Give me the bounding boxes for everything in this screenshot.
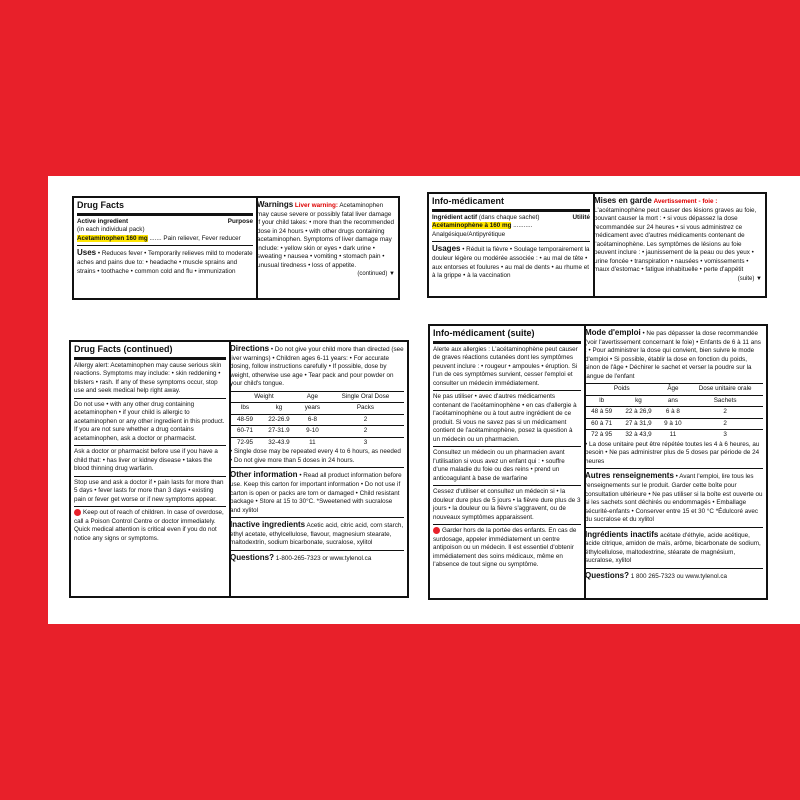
table-cell: 2 <box>327 426 404 438</box>
drug-facts-right-column <box>254 198 398 298</box>
table-unit: lb <box>585 395 618 407</box>
liver-warning-label: Liver warning: <box>294 202 338 209</box>
dosing-table <box>230 391 404 449</box>
table-cell: 9 à 10 <box>659 418 688 430</box>
table-cell: 72-95 <box>230 437 260 448</box>
purpose-label: Utilité <box>572 213 590 221</box>
drug-facts-continued-panel-en <box>69 340 409 598</box>
table-cell: 3 <box>687 430 763 441</box>
table-cell: 11 <box>298 437 327 448</box>
stop-dot-icon <box>74 509 81 516</box>
questions-heading: Questions? <box>230 552 275 562</box>
uses-text: • Réduit la fièvre • Soulage temporairement la douleur légère ou modérée associée : • au mal de tête • aux entorses et foulures • au mal de dents • au rhume et à la grippe • à la vaccination <box>432 246 590 280</box>
active-ingredient-name: Acetaminophen 160 mg <box>77 234 148 242</box>
table-cell: 48-59 <box>230 414 260 426</box>
dosing-table <box>585 383 763 441</box>
table-header-age: Âge <box>659 384 688 396</box>
table-unit: ans <box>659 395 688 407</box>
liver-warning-label: Avertissement - foie : <box>653 198 718 205</box>
table-unit: kg <box>260 403 298 415</box>
drug-facts-panel-en <box>72 196 400 300</box>
allergy-alert: Alerte aux allergies : L'acétaminophène peut causer de graves réactions cutanées dont les symptômes peuvent inclure : • rougeur • ampoules • éruption. Si l'un de ces symptômes survient, cesser l'emploi et consulter un médecin immédiatement. <box>433 345 578 387</box>
table-header-weight: Weight <box>230 391 298 403</box>
panel-title: Drug Facts (continued) <box>74 344 226 360</box>
active-ingredient-label: Active ingredient <box>77 217 129 225</box>
directions-heading: Mode d'emploi <box>585 328 641 337</box>
questions-heading: Questions? <box>585 570 630 580</box>
ask-doctor: Ask a doctor or pharmacist before use if you have a child that: • has liver or kidney disease • takes the blood thinning drug warfarin. <box>74 445 226 474</box>
uses-text: • Reduces fever • Temporarily relieves mild to moderate aches and pains due to: • headache • muscle sprains and strains • toothache • common cold and flu • immunization <box>77 250 253 275</box>
questions-text: 1 800 265-7323 ou www.tylenol.ca <box>630 572 728 580</box>
info-left-column <box>429 194 595 296</box>
table-unit: Packs <box>327 403 404 415</box>
table-row <box>585 407 763 419</box>
panel-title: Drug Facts <box>77 200 253 216</box>
table-cell: 2 <box>687 407 763 419</box>
table-row <box>230 414 404 426</box>
table-cell: 2 <box>327 414 404 426</box>
table-cell: 72 à 95 <box>585 430 618 441</box>
keep-out-of-reach: Keep out of reach of children. In case of overdose, call a Poison Control Centre or doctor immediately. Quick medical attention is critical even if you do not notice any signs or symptoms. <box>74 509 224 542</box>
continued-note: (suite) ▼ <box>737 275 762 282</box>
suite-right-column <box>582 326 766 598</box>
table-cell: 6 à 8 <box>659 407 688 419</box>
other-info-heading: Other information <box>230 470 298 480</box>
inactive-text: acétate d'éthyle, acide acétique, acide citrique, amidon de maïs, arôme, bicarbonate de sodium, éthylcellulose, maltodextrine, stéarate de magnésium, sucralose, xylitol <box>585 531 761 565</box>
purpose-label: Purpose <box>227 217 253 225</box>
ask-doctor: Consultez un médecin ou un pharmacien avant l'utilisation si vous avez un enfant qui : • souffre d'une maladie du foie ou des reins • prend un anticoagulant à base de warfarine <box>433 446 581 483</box>
label-sheet <box>48 176 800 624</box>
continued-left-column <box>71 342 231 596</box>
other-info-heading: Autres renseignements <box>585 471 674 481</box>
drug-facts-left-column <box>74 198 258 298</box>
table-cell: 27-31.9 <box>260 426 298 438</box>
table-cell: 32-43.9 <box>260 437 298 448</box>
table-cell: 32 à 43,9 <box>618 430 658 441</box>
active-ingredient-name: Acétaminophène à 160 mg <box>432 222 512 230</box>
table-row <box>585 430 763 441</box>
table-cell: 2 <box>687 418 763 430</box>
table-cell: 60-71 <box>230 426 260 438</box>
directions-heading: Directions <box>230 344 270 353</box>
continued-note: (continued) ▼ <box>357 271 395 278</box>
other-info-text: • Read all product information before use. Keep this carton for important information • Do not use if carton is open or packs are torn or damaged • Child resistant package • Store at 15 to 30°C. *Sweetened with sucralose and xylitol <box>230 472 402 514</box>
warnings-text: Acetaminophen may cause severe or possibly fatal liver damage if your child takes: • more than the recommended dose in 24 hours • with other drugs containing acetaminophen. Symptoms of liver damage may include: • yellow skin or eyes • dark urine • sweating • nausea • vomiting • stomach pain • unusual tiredness • loss of appetite. <box>257 202 394 269</box>
inactive-heading: Ingrédients inactifs <box>585 529 659 539</box>
table-header-age: Age <box>298 391 327 403</box>
do-not-use: Do not use • with any other drug containing acetaminophen • if your child is allergic to acetaminophen or any other ingredient in this product. If you are not sure whether a drug contains acetaminophen, ask a doctor or pharmacist. <box>74 398 226 444</box>
active-ingredient-purpose: ........... Analgésique/Antipyrétique <box>432 222 533 238</box>
table-cell: 3 <box>327 437 404 448</box>
inactive-heading: Inactive ingredients <box>230 520 306 530</box>
table-unit: kg <box>618 395 658 407</box>
table-cell: 11 <box>659 430 688 441</box>
directions-after: • Single dose may be repeated every 4 to 6 hours, as needed • Do not give more than 5 doses in 24 hours. <box>230 448 401 464</box>
continued-right-column <box>227 342 407 596</box>
keep-out-of-reach: Garder hors de la portée des enfants. En cas de surdosage, appeler immédiatement un centre antipoison ou un médecin. Il est essentiel d'obtenir immédiatement des soins médicaux, même en l'absence de tout signe ou symptôme. <box>433 527 577 569</box>
warnings-heading: Mises en garde <box>594 196 652 205</box>
uses-heading: Usages <box>432 244 461 254</box>
panel-title: Info-médicament (suite) <box>433 328 581 344</box>
active-ingredient-sub: (dans chaque sachet) <box>478 213 540 221</box>
warnings-heading: Warnings <box>257 200 294 209</box>
suite-left-column <box>430 326 586 598</box>
table-header-weight: Poids <box>585 384 659 396</box>
stop-use: Stop use and ask a doctor if • pain lasts for more than 5 days • fever lasts for more than 3 days • existing pain or fever get worse or if new symptoms appear. <box>74 476 226 505</box>
table-cell: 27 à 31,9 <box>618 418 658 430</box>
table-cell: 60 à 71 <box>585 418 618 430</box>
active-ingredient-purpose: ....... Pain reliever, Fever reducer <box>149 234 241 242</box>
drug-facts-panel-fr <box>427 192 767 298</box>
table-row <box>585 418 763 430</box>
table-header-dose: Single Oral Dose <box>327 391 404 403</box>
table-cell: 9-10 <box>298 426 327 438</box>
drug-facts-continued-panel-fr <box>428 324 768 600</box>
allergy-alert: Allergy alert: Acetaminophen may cause serious skin reactions. Symptoms may include: • skin reddening • blisters • rash. If any of these symptoms occur, stop use and seek medical help right away. <box>74 361 222 395</box>
inactive-text: Acetic acid, citric acid, corn starch, ethyl acetate, ethylcellulose, flavour, magnesium stearate, maltodextrin, sodium bicarbonate, sucralose, xylitol <box>230 522 404 547</box>
stop-use: Cessez d'utiliser et consultez un médecin si • la douleur dure plus de 5 jours • la fièvre dure plus de 3 jours • la douleur ou la fièvre s'aggravent, ou de nouveaux symptômes apparaissent. <box>433 485 581 522</box>
table-unit: lbs <box>230 403 260 415</box>
directions-after: • La dose unitaire peut être répétée toutes les 4 à 6 heures, au besoin • Ne pas administrer plus de 5 doses par période de 24 heures <box>585 440 760 465</box>
warnings-text: L'acétaminophène peut causer des lésions graves au foie, pouvant causer la mort : • si vous dépassez la dose recommandée sur 24 heures • si vous administrez ce médicament avec d'autres médicaments contenant de l'acétaminophène. Les symptômes de lésions au foie peuvent inclure : • jaunissement de la peau ou des yeux • urine foncée • transpiration • nausées • vomissements • maux d'estomac • fatigue inhabituelle • perte d'appétit <box>594 206 757 274</box>
table-cell: 22-26.9 <box>260 414 298 426</box>
table-cell: 22 à 26,9 <box>618 407 658 419</box>
stop-dot-icon <box>433 527 440 534</box>
table-cell: 48 à 59 <box>585 407 618 419</box>
directions-text: • Do not give your child more than directed (see liver warnings) • Children ages 6-11 years: • For accurate dosing, follow instructions carefully • If possible, dose by weight, otherwise use age • Tear pack and pour powder on your child's tongue. <box>230 346 404 388</box>
questions-text: 1-800-265-7323 or www.tylenol.ca <box>275 554 372 562</box>
active-ingredient-label: Ingrédient actif <box>432 213 478 221</box>
table-unit: years <box>298 403 327 415</box>
table-unit: Sachets <box>687 395 763 407</box>
uses-heading: Uses <box>77 248 97 258</box>
other-info-text: • Avant l'emploi, lire tous les renseignements sur le produit. Garder cette boîte pour consultation ultérieure • Ne pas utiliser si la boîte est ouverte ou si les sachets sont déchirés ou endommagés • Emballage sécurité-enfants • Conserver entre 15 et 30 °C *Édulcoré avec du sucralose et du xylitol <box>585 473 763 524</box>
table-header-dose: Dose unitaire orale <box>687 384 763 396</box>
panel-title: Info-médicament <box>432 196 590 212</box>
active-ingredient-sub: (in each individual pack) <box>77 226 145 234</box>
table-row <box>230 437 404 448</box>
directions-text: • Ne pas dépasser la dose recommandée (voir l'avertissement concernant le foie) • Enfants de 6 à 11 ans : • Pour administrer la dose qui convient, bien suivre le mode d'emploi • Si possible, établir la dose en fonction du poids, sinon de l'âge • Déchirer le sachet et verser la poudre sur la langue de l'enfant <box>585 330 761 380</box>
table-cell: 6-8 <box>298 414 327 426</box>
info-right-column <box>591 194 765 296</box>
table-row <box>230 426 404 438</box>
do-not-use: Ne pas utiliser • avec d'autres médicaments contenant de l'acétaminophène • en cas d'allergie à l'acétaminophène ou à tout autre ingrédient de ce produit. Si vous ne savez pas si un médicament contient de l'acétaminophène, posez la question à un médecin ou un pharmacien. <box>433 390 581 444</box>
